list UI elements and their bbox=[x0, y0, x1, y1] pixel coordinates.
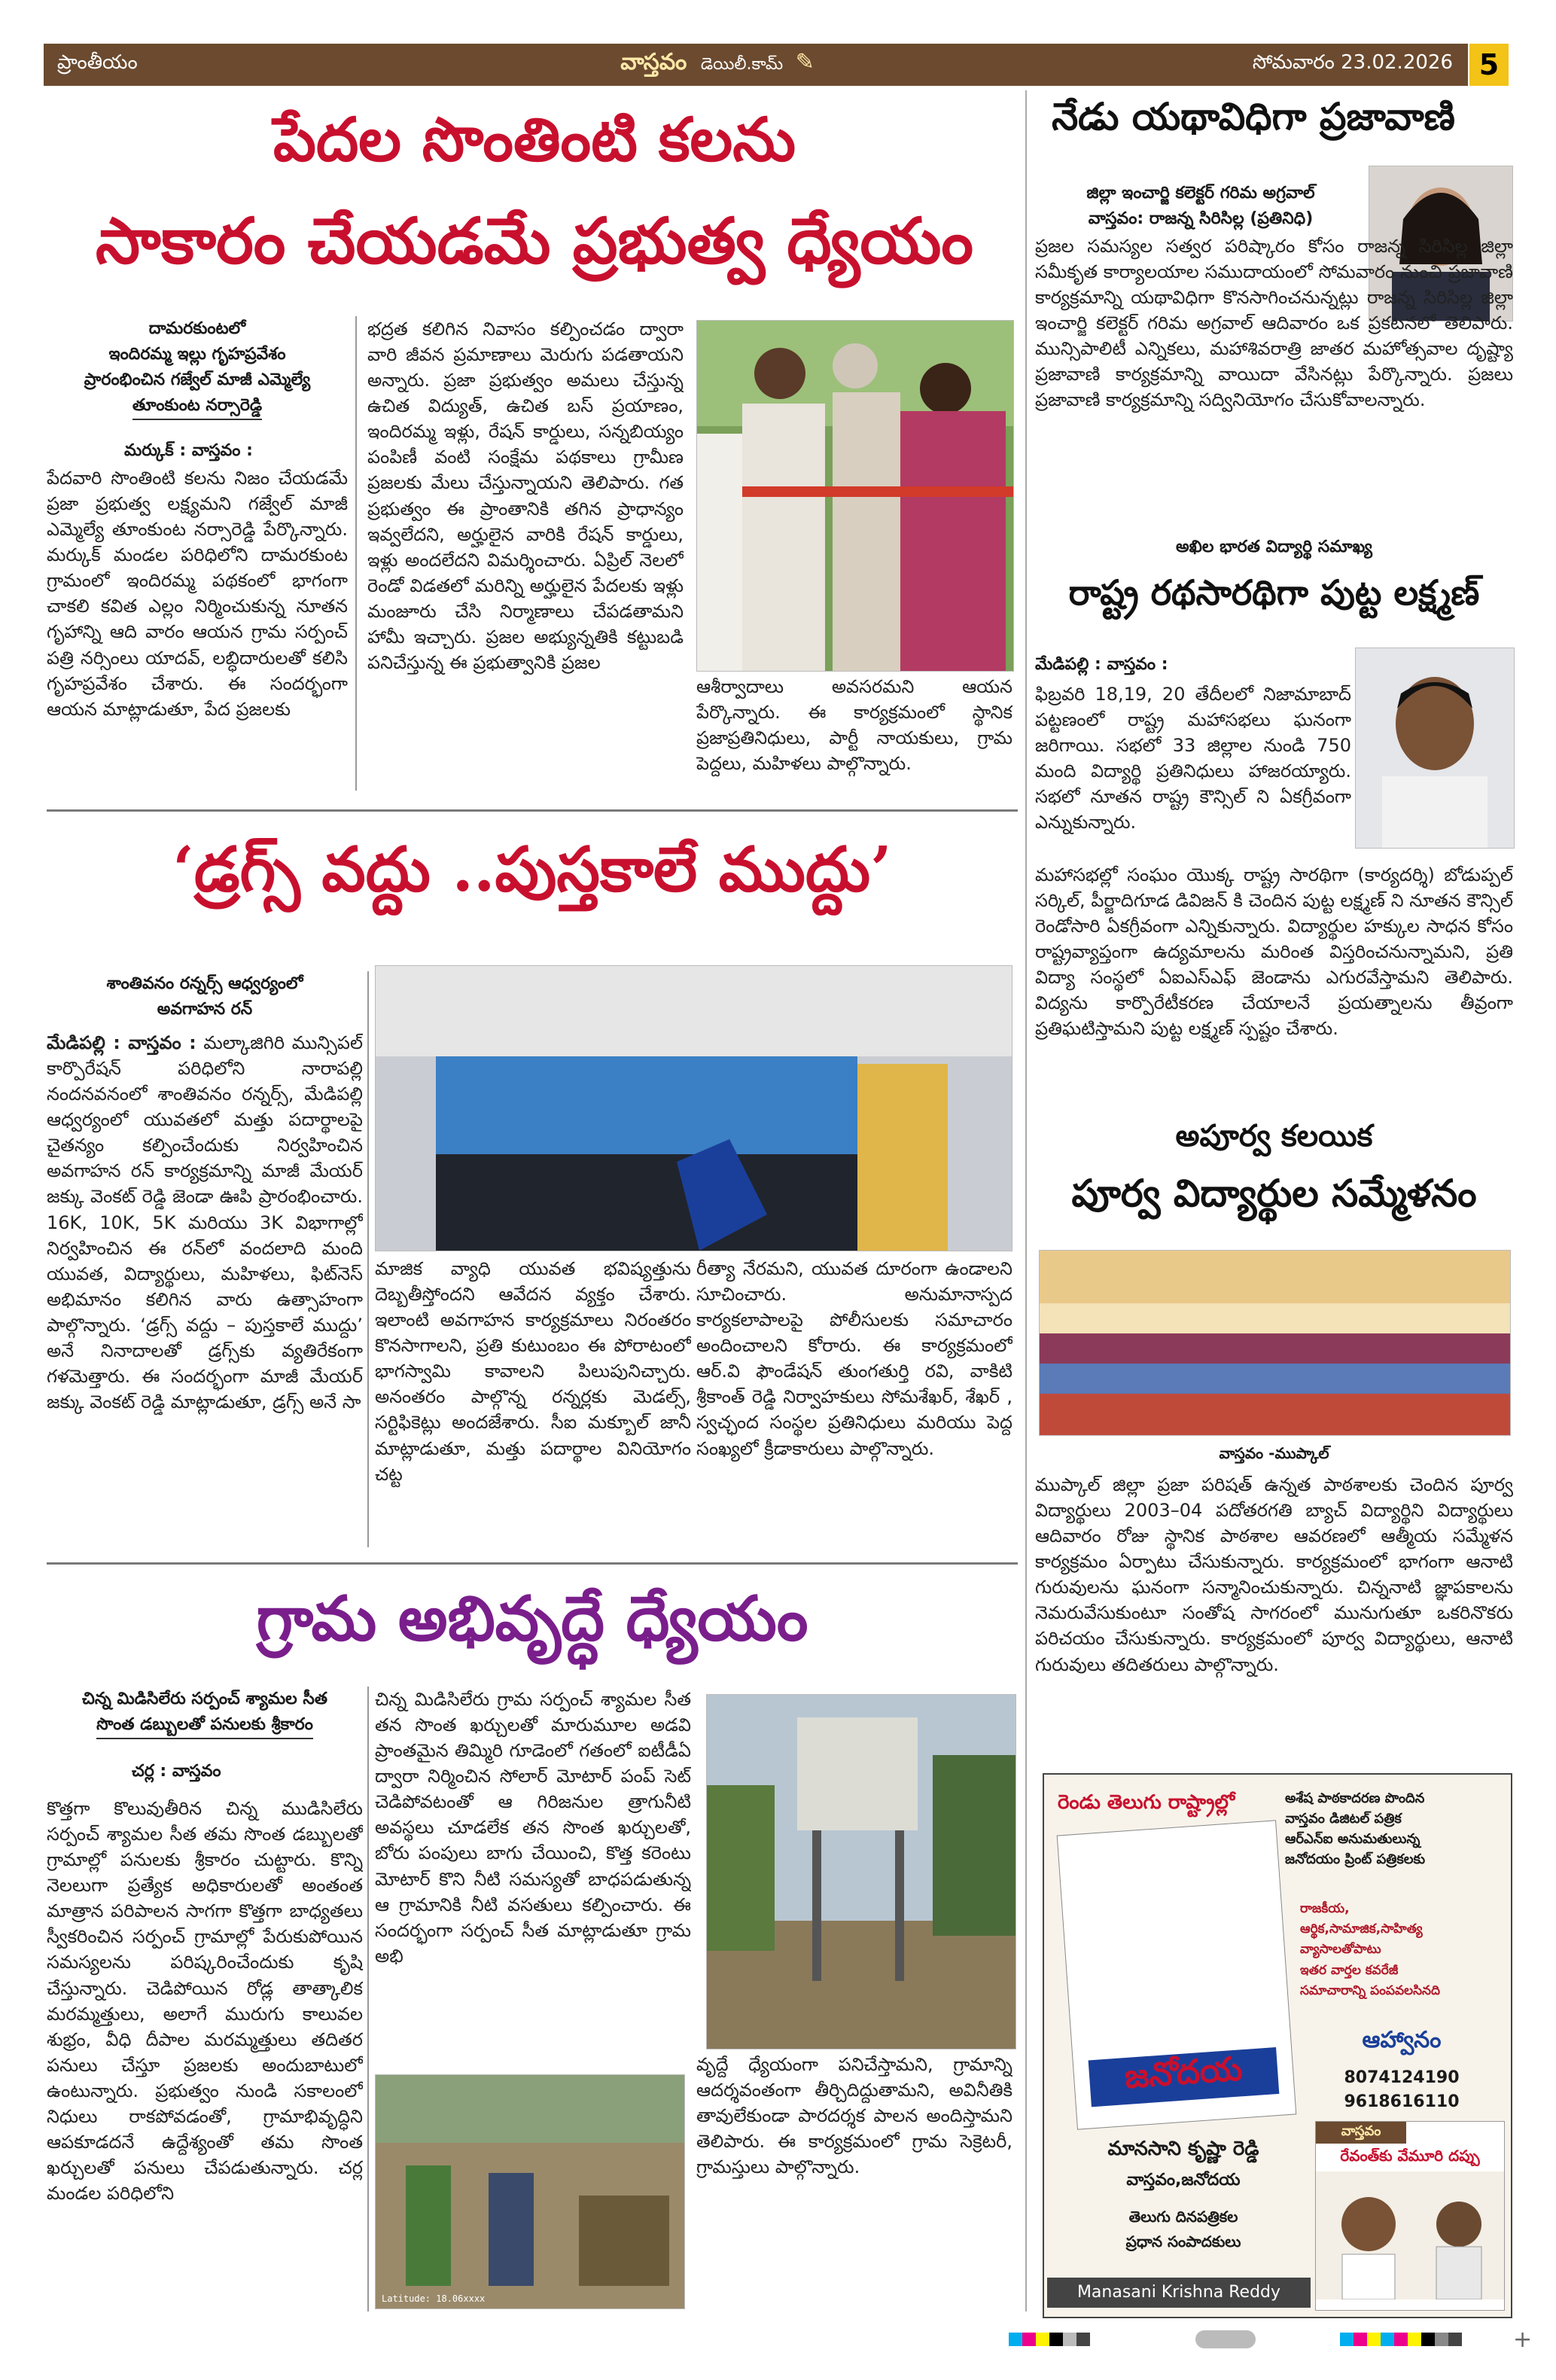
section-rule bbox=[1025, 90, 1027, 2311]
story5-photo-alumni bbox=[1039, 1250, 1511, 1436]
story1-kicker-line: తూంకుంట నర్సారెడ్డి bbox=[132, 393, 262, 420]
story6-byline: చర్ల : వాస్తవం bbox=[132, 1762, 221, 1781]
story3-kicker: అఖిల భారత విద్యార్థి సమాఖ్య bbox=[1175, 538, 1373, 556]
ad-editor-desc2: ప్రధాన సంపాదకులు bbox=[1125, 2232, 1241, 2250]
section-divider bbox=[47, 1562, 1018, 1565]
story2-body: ప్రజల సమస్యల సత్వర పరిష్కారం కోసం రాజన్న సిరిసిల్ల జిల్లా సమీకృత కార్యాలయాల సముదాయంలో సోమవారం నుంచి ప్రజావాణి కార్యక్రమాన్ని యథావిధిగా కొనసాగించనున్నట్లు రాజన్న సిరిసిల్ల జిల్లా ఇంచార్జి కలెక్టర్ గరిమ అగ్రవాల్ ఆదివారం ఒక ప్రకటనలో తెలిపారు. మున్సిపాలిటీ ఎన్నికలు, మహాశివరాత్రి జాతర మహోత్సవాల దృష్ట్యా ప్రజావాణి కార్యక్రమాన్ని వాయిదా వేసినట్లు పేర్కొన్నారు. ప్రజలు ప్రజావాణి కార్యక్రమాన్ని సద్వినియోగం చేసుకోవాలన్నారు. bbox=[1035, 236, 1513, 411]
story1-body-col2: భద్రత కలిగిన నివాసం కల్పించడం ద్వారా వారి జీవన ప్రమాణాలు మెరుగు పడతాయని అన్నారు. ప్రజా ప్రభుత్వం అమలు చేస్తున్న ఉచిత విద్యుత్, ఉచిత బస్ ప్రయాణం, ఇందిరమ్మ ఇళ్లు, రేషన్ కార్డులు, సన్నబియ్యం పంపిణీ వంటి సంక్షేమ పథకాలు గ్రామీణ ప్రజలకు మేలు చేస్తున్నాయని తెలిపారు. గత ప్రభుత్వం ఈ ప్రాంతానికి తగిన ప్రాధాన్యం ఇవ్వలేదని, అర్హులైన వారికి రేషన్ కార్డులు, ఇళ్లు అందలేదని విమర్శించారు. ఏప్రిల్ నెలలో రెండో విడతలో మరిన్ని అర్హులైన పేదలకు ఇళ్లు మంజూరు చేసి నిర్మాణాలు చేపడతామని హామీ ఇచ్చారు. ప్రజల అభ్యున్నతికి కట్టుబడి పనిచేస్తున్న ఈ ప్రభుత్వానికి ప్రజల bbox=[367, 318, 684, 674]
story1-body-col1: పేదవారి సొంతింటి కలను నిజం చేయడమే ప్రజా ప్రభుత్వ లక్ష్యమని గజ్వేల్ మాజీ ఎమ్మెల్యే తూంకుంట నర్సారెడ్డి పేర్కొన్నారు. మర్కుక్ మండల పరిధిలోని దామరకుంట గ్రామంలో ఇందిరమ్మ పథకంలో భాగంగా చాకలి కవిత ఎల్లం నిర్మించుకున్న నూతన గృహాన్ని ఆది వారం ఆయన గ్రామ సర్పంచ్ పత్రి నర్సింలు యాదవ్, లబ్ధిదారులతో కలిసి గృహప్రవేశం చేశారు. ఈ సందర్భంగా ఆయన మాట్లాడుతూ, పేద ప్రజలకు bbox=[47, 468, 348, 720]
paper-logo-sub: డెయిలీ.కామ్ bbox=[700, 55, 784, 74]
section-label: ప్రాంతీయం bbox=[57, 51, 138, 74]
ad-sub-panel bbox=[1315, 2121, 1505, 2311]
ad-sub-headline: రేవంత్‌కు వేమూరి దప్పు bbox=[1340, 2147, 1480, 2165]
story1-byline: మర్కుక్ : వాస్తవం : bbox=[124, 441, 253, 460]
column-rule bbox=[367, 1687, 369, 2311]
story4-body-col1 bbox=[47, 1030, 363, 1550]
story1-headline-line2: సాకారం చేయడమే ప్రభుత్వ ధ్యేయం bbox=[95, 203, 974, 278]
story6-kicker bbox=[47, 1687, 363, 1739]
ad-top-left: రెండు తెలుగు రాష్ట్రాల్లో bbox=[1058, 1791, 1235, 1814]
bird-icon: ✎ bbox=[795, 49, 815, 75]
story6-kicker-line: చిన్న మిడిసిలేరు సర్పంచ్ శ్యామల సీత bbox=[82, 1690, 327, 1708]
ad-sub-photo bbox=[1316, 2171, 1504, 2299]
masthead bbox=[44, 44, 1468, 86]
ad-topic: వ్యాసాలతోపాటు bbox=[1300, 1942, 1381, 1958]
story2-headline: నేడు యథావిధిగా ప్రజావాణి bbox=[1052, 94, 1455, 139]
ad-editor-name: మానసాని కృష్ణా రెడ్డి bbox=[1107, 2138, 1259, 2160]
ad-invite: ఆహ్వానం bbox=[1362, 2027, 1442, 2053]
ad-topic: సమాచారాన్ని పంపవలసినది bbox=[1300, 1982, 1440, 1998]
page-number: 5 bbox=[1469, 44, 1509, 86]
story2-kicker bbox=[1035, 181, 1366, 232]
color-bar-left bbox=[1009, 2333, 1090, 2346]
story6-kicker-line: సొంత డబ్బులతో పనులకు శ్రీకారం bbox=[96, 1712, 313, 1739]
janodaya-ad bbox=[1043, 1773, 1512, 2318]
ad-sub-logo: వాస్తవం bbox=[1316, 2122, 1406, 2144]
story6-body-col3: వృద్దే ధ్యేయంగా పనిచేస్తామని, గ్రామాన్ని ఆదర్శవంతంగా తీర్చిదిద్దుతామని, అవినీతికి తావులేకుండా పారదర్శక పాలన అందిస్తామని తెలిపారు. ఈ కార్యక్రమంలో గ్రామ సెక్రెటరీ, గ్రామస్తులు పాల్గొన్నారు. bbox=[696, 2054, 1012, 2178]
color-bar-right bbox=[1340, 2333, 1462, 2346]
column-rule bbox=[355, 316, 357, 791]
ad-footer: Manasani Krishna Reddy bbox=[1047, 2278, 1311, 2308]
story1-kicker-line: దామరకుంటలో bbox=[148, 319, 246, 338]
story4-kicker-line: అవగాహన రన్ bbox=[157, 1000, 253, 1019]
story4-headline: ‘డ్రగ్స్ వద్దు ..పుస్తకాలే ముద్దు’ bbox=[172, 833, 892, 906]
ad-top-right-line: జనోదయం ప్రింట్ పత్రికలకు bbox=[1285, 1851, 1426, 1867]
story3-body-short: ఫిబ్రవరి 18,19, 20 తేదీలలో నిజామాబాద్ పట్టణంలో రాష్ట్ర మహాసభలు ఘనంగా జరిగాయి. సభలో 33 జిల్లాల నుండి 750 మంది విద్యార్థి ప్రతినిధులు హాజరయ్యారు. సభలో నూతన రాష్ట్ర కౌన్సిల్ ని ఏకగ్రీవంగా ఎన్నుకున్నారు. bbox=[1035, 684, 1351, 833]
story4-body-col2: మాజిక వ్యాధి యువత భవిష్యత్తును దెబ్బతీస్తోందని ఆవేదన వ్యక్తం చేశారు. ఇలాంటి అవగాహన కార్యక్రమాలు నిరంతరం కొనసాగాలని, ప్రతి కుటుంబం ఈ పోరాటంలో భాగస్వామి కావాలని పిలుపునిచ్చారు. అనంతరం పాల్గొన్న రన్నర్లకు మెడల్స్, సర్టిఫికెట్లు అందజేశారు. సీఐ మక్బూల్ జానీ మాట్లాడుతూ, మత్తు పదార్థాల వినియోగం చట్ట bbox=[375, 1258, 691, 1485]
story6-body-col2: చిన్న మిడిసిలేరు గ్రామ సర్పంచ్ శ్యామల సీత తన సొంత ఖర్చులతో మారుమూల అడవి ప్రాంతమైన తిమ్మిరి గూడెంలో గతంలో ఐటీడీఏ ద్వారా నిర్మించిన సోలార్ మోటార్ పంప్ సెట్ చెడిపోవటంతో ఆ గిరిజనుల త్రాగునీటి అవస్థలు చూడలేక తన సొంత ఖర్చులతో, బోరు పంపులు బాగు చేయించి, కొత్త కరెంటు మోటార్ కొని నీటి సమస్యతో బాధపడుతున్న ఆ గ్రామానికి నీటి వసతులు కల్పించారు. ఈ సందర్భంగా సర్పంచ్ సీత మాట్లాడుతూ గ్రామ అభి bbox=[375, 1689, 691, 1967]
story6-headline: గ్రామ అభివృద్ధే ధ్యేయం bbox=[256, 1583, 808, 1655]
ad-top-right bbox=[1285, 1788, 1503, 1870]
ad-phone2: 9618616110 bbox=[1344, 2092, 1460, 2111]
story5-kicker: అపూర్వ కలయిక bbox=[1175, 1118, 1373, 1153]
ad-top-right-line: అశేష పాఠకాదరణ పొందిన bbox=[1285, 1790, 1425, 1806]
ad-editor-papers: వాస్తవం,జనోదయ bbox=[1126, 2171, 1241, 2190]
story5-body: ముప్కాల్ జిల్లా ప్రజా పరిషత్ ఉన్నత పాఠశాలకు చెందిన పూర్వ విద్యార్థులు 2003–04 పదోతరగతి బ్యాచ్ విద్యార్థిని విద్యార్థులు ఆదివారం రోజు స్థానిక పాఠశాల ఆవరణలో ఆత్మీయ సమ్మేళన కార్యక్రమం ఏర్పాటు చేసుకున్నారు. కార్యక్రమంలో భాగంగా ఆనాటి గురువులను ఘనంగా సన్మానించుకున్నారు. చిన్ననాటి జ్ఞాపకాలను నెమరువేసుకుంటూ సంతోష సాగరంలో మునుగుతూ ఒకరినొకరు పరిచయం చేసుకున్నారు. కార్యక్రమంలో పూర్వ విద్యార్థులు, ఆనాటి గురువులు తదితరులు పాల్గొన్నారు. bbox=[1035, 1474, 1513, 1675]
registration-pill bbox=[1195, 2330, 1256, 2348]
story4-body-col1-text: మల్కాజిగిరి మున్సిపల్ కార్పొరేషన్ పరిధిలోని నారాపల్లి నందనవనంలో శాంతివనం రన్నర్స్, మేడిపల్లి ఆధ్వర్యంలో యువతలో మత్తు పదార్థాలపై చైతన్యం కల్పించేందుకు నిర్వహించిన అవగాహన రన్ కార్యక్రమాన్ని మాజీ మేయర్ జక్కు వెంకట్ రెడ్డి జెండా ఊపి ప్రారంభించారు. 16K, 10K, 5K మరియు 3K విభాగాల్లో నిర్వహించిన ఈ రన్‌లో వందలాది మంది యువత, విద్యార్థులు, మహిళలు, ఫిట్‌నెస్ అభిమానం కలిగిన వారు ఉత్సాహంగా పాల్గొన్నారు. ‘డ్రగ్స్ వద్దు – పుస్తకాలే ముద్దు’ అనే నినాదాలతో డ్రగ్స్‌కు వ్యతిరేకంగా గళమెత్తారు. ఈ సందర్భంగా మాజీ మేయర్ జక్కు వెంకట్ రెడ్డి మాట్లాడుతూ, డ్రగ్స్ అనే సా bbox=[47, 1032, 363, 1413]
ad-topic: ఇతర వార్తల కవరేజీ bbox=[1300, 1962, 1399, 1978]
story2-kicker-line: వాస్తవం: రాజన్న సిరిసిల్ల (ప్రతినిధి) bbox=[1088, 209, 1314, 229]
story4-kicker-line: శాంతివనం రన్నర్స్ ఆధ్వర్యంలో bbox=[106, 974, 303, 993]
ad-topic: రాజకీయ, bbox=[1300, 1901, 1350, 1916]
story4-photo-run bbox=[375, 965, 1012, 1251]
issue-date: సోమవారం 23.02.2026 bbox=[1252, 51, 1453, 74]
ad-editor-desc1: తెలుగు దినపత్రికల bbox=[1128, 2208, 1238, 2226]
story6-body-col1: కొత్తగా కొలువుతీరిన చిన్న ముడిసిలేరు సర్పంచ్ శ్యామల సీత తమ సొంత డబ్బులతో గ్రామాల్లో పనులకు శ్రీకారం చుట్టారు. కొన్ని నెలలుగా ప్రత్యేక అధికారులతో అంతంత మాత్రాన పరిపాలన సాగగా కొత్తగా బాధ్యతలు స్వీకరించిన సర్పంచ్ గ్రామాల్లో పేరుకుపోయిన సమస్యలను పరిష్కరించేందుకు కృషి చేస్తున్నారు. చెడిపోయిన రోడ్ల తాత్కాలిక మరమ్మత్తులు, అలాగే మురుగు కాలువల శుభ్రం, వీధి దీపాల మరమ్మత్తులు తదితర పనులు చేస్తూ ప్రజలకు అందుబాటులో ఉంటున్నారు. ప్రభుత్వం నుండి సకాలంలో నిధులు రాకపోవడంతో, గ్రామాభివృద్ధిని ఆపకూడదనే ఉద్దేశ్యంతో తమ సొంత ఖర్చులతో పనులు చేపడుతున్నారు. చర్ల మండల పరిధిలోని bbox=[47, 1798, 363, 2205]
ad-top-right-line: వాస్తవం డిజిటల్ పత్రిక bbox=[1285, 1811, 1402, 1827]
story1-kicker bbox=[47, 316, 348, 420]
story3-photo-lakshman bbox=[1355, 648, 1515, 849]
story3-byline: మేడిపల్లి : వాస్తవం : bbox=[1035, 655, 1168, 674]
story1-kicker-line: ఇందిరమ్మ ఇల్లు గృహప్రవేశం bbox=[108, 345, 286, 364]
story6-photo-village bbox=[375, 2074, 685, 2309]
ad-topics bbox=[1300, 1899, 1503, 2001]
story4-kicker bbox=[47, 971, 363, 1022]
story5-headline: పూర్వ విద్యార్థుల సమ్మేళనం bbox=[1071, 1171, 1477, 1215]
paper-logo-text: వాస్తవం bbox=[620, 49, 687, 75]
story4-body-col3: రీత్యా నేరమని, యువత దూరంగా ఉండాలని సూచించారు. అనుమానాస్పద కార్యకలాపాలపై పోలీసులకు సమాచారం అందించాలని కోరారు. ఈ కార్యక్రమంలో ఆర్.వి ఫౌండేషన్ తుంగతుర్తి రవి, వాకిటి శ్రీకాంత్ రెడ్డి నిర్వాహకులు సోమశేఖర్, శేఖర్ , స్వచ్ఛంద సంస్థల ప్రతినిధులు మరియు పెద్ద సంఖ్యలో క్రీడాకారులు పాల్గొన్నారు. bbox=[696, 1258, 1012, 1459]
story4-byline: మేడిపల్లి : వాస్తవం : bbox=[47, 1032, 196, 1053]
story3-headline: రాష్ట్ర రథసారథిగా పుట్ట లక్ష్మణ్ bbox=[1068, 572, 1480, 613]
ad-paper-sample bbox=[1057, 1820, 1297, 2129]
ad-top-right-line: ఆర్ఎన్ఐ అనుమతులున్న bbox=[1285, 1831, 1420, 1847]
ad-phone1: 8074124190 bbox=[1344, 2068, 1460, 2087]
story6-photo-watertank bbox=[706, 1694, 1016, 2049]
section-divider bbox=[47, 809, 1018, 812]
story1-photo-inauguration bbox=[696, 320, 1014, 672]
story1-kicker-line: ప్రారంభించిన గజ్వేల్ మాజీ ఎమ్మెల్యే bbox=[84, 370, 311, 390]
story5-caption: వాస్తవం -ముప్కాల్ bbox=[1219, 1444, 1329, 1462]
story1-body-col3: ఆశీర్వాదాలు అవసరమని ఆయన పేర్కొన్నారు. ఈ కార్యక్రమంలో స్థానిక ప్రజాప్రతినిధులు, పార్టీ నాయకులు, గ్రామ పెద్దలు, మహిళలు పాల్గొన్నారు. bbox=[696, 676, 1012, 775]
ad-paper-name: జనోదయ bbox=[1089, 2047, 1280, 2107]
photo-gps-stamp: Latitude: 18.06xxxx bbox=[382, 2293, 486, 2304]
story1-headline-line1: పేదల సొంతింటి కలను bbox=[273, 104, 796, 175]
paper-logo bbox=[208, 49, 1227, 81]
story2-kicker-line: జిల్లా ఇంచార్జి కలెక్టర్ గరిమ అగ్రవాల్ bbox=[1086, 184, 1315, 203]
ad-topic: ఆర్థిక,సామాజిక,సాహిత్య bbox=[1300, 1921, 1423, 1937]
column-rule bbox=[367, 971, 369, 1547]
story3-body-long: మహాసభల్లో సంఘం యొక్క రాష్ట్ర సారథిగా (కార్యదర్శి) బోడుప్పల్ సర్కిల్, పీర్జాదిగూడ డివిజన్ కి చెందిన పుట్ట లక్ష్మణ్ ని నూతన కౌన్సిల్ రెండోసారి ఏకగ్రీవంగా ఎన్నికున్నారు. విద్యార్థుల హక్కుల సాధన కోసం రాష్ట్రవ్యాప్తంగా ఉద్యమాలను మరింత విస్తరించనున్నామని, ప్రతి విద్యా సంస్థలో ఏఐఎస్ఎఫ్ జెండాను ఎగురవేస్తామని తెలిపారు. విద్యను కార్పొరేటీకరణ చేయాలనే ప్రయత్నాలను తీవ్రంగా ప్రతిఘటిస్తామని పుట్ట లక్ష్మణ్ స్పష్టం చేశారు. bbox=[1035, 864, 1513, 1040]
registration-mark-icon: + bbox=[1513, 2327, 1533, 2353]
